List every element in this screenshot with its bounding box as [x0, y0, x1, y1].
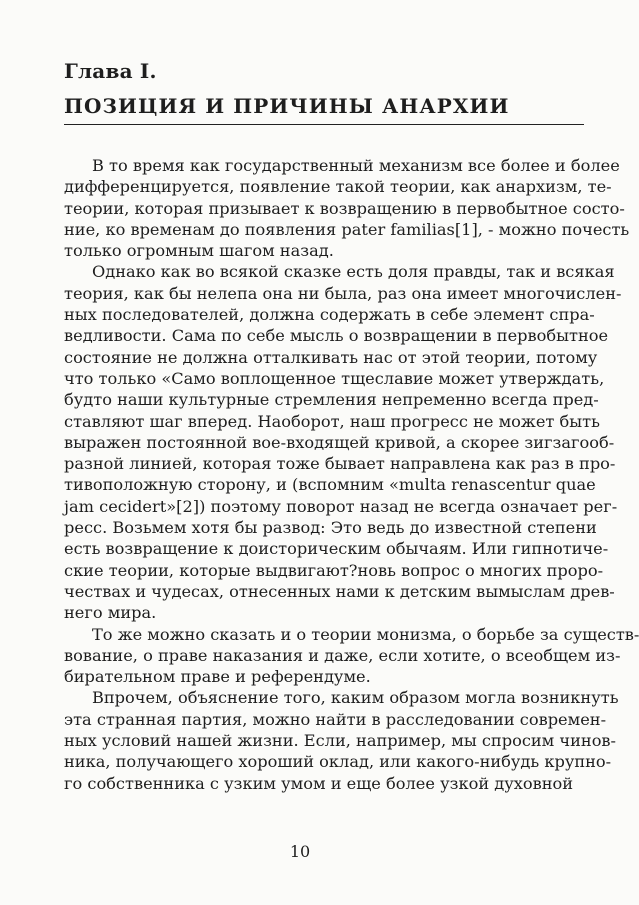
text-line: теории, которая призывает к возвращению в первобытное состо-: [64, 198, 625, 218]
text-line: дифференцируется, появление такой теории, как анархизм, те-: [64, 177, 612, 197]
text-line: ние, ко временам до появления pater familias[1], - можно почесть: [64, 219, 630, 239]
text-line: ские теории, которые выдвигают?новь вопрос о многих проро-: [64, 560, 604, 580]
text-line: Однако как во всякой сказке есть доля правды, так и всякая: [92, 262, 615, 282]
text-line: только огромным шагом назад.: [64, 241, 334, 261]
text-line: эта странная партия, можно найти в расследовании современ-: [64, 709, 607, 729]
text-line: Впрочем, объяснение того, каким образом могла возникнуть: [92, 688, 619, 708]
text-line: ных последователей, должна содержать в себе элемент спра-: [64, 305, 595, 325]
text-line: теория, как бы нелепа она ни была, раз она имеет многочислен-: [64, 283, 622, 303]
text-line: чествах и чудесах, отнесенных нами к детским вымыслам древ-: [64, 581, 615, 601]
page-number: 10: [289, 842, 311, 861]
body-text: [64, 155, 639, 794]
text-line: ведливости. Сама по себе мысль о возвращении в первобытное: [64, 326, 609, 346]
text-line: разной линией, которая тоже бывает направлена как раз в про-: [64, 454, 616, 474]
text-line: ставляют шаг вперед. Наоборот, наш прогресс не может быть: [64, 411, 600, 431]
title-underline: [64, 124, 584, 125]
text-line: выражен постоянной вое-входящей кривой, а скорее зигзагооб-: [64, 432, 615, 452]
chapter-title: ПОЗИЦИЯ И ПРИЧИНЫ АНАРХИИ: [64, 94, 510, 118]
text-line: что только «Само воплощенное тщеславие может утверждать,: [64, 368, 605, 388]
chapter-label: Глава I.: [64, 59, 157, 83]
text-line: В то время как государственный механизм все более и более: [92, 156, 620, 175]
text-line: тивоположную сторону, и (вспомним «multa renascentur quae: [64, 475, 596, 495]
text-line: будто наши культурные стремления непременно всегда пред-: [64, 390, 599, 410]
text-line: jam cecidert»[2]) поэтому поворот назад не всегда означает рег-: [64, 496, 618, 516]
text-line: го собственника с узким умом и еще более узкой духовной: [64, 773, 574, 793]
text-line: ресс. Возьмем хотя бы развод: Это ведь до известной степени: [64, 518, 597, 538]
text-line: состояние не должна отталкивать нас от этой теории, потому: [64, 347, 598, 367]
text-line: есть возвращение к доисторическим обычаям. Или гипнотиче-: [64, 539, 609, 559]
text-line: вование, о праве наказания и даже, если хотите, о всеобщем из-: [64, 645, 621, 665]
text-line: него мира.: [64, 603, 157, 623]
text-line: бирательном праве и референдуме.: [64, 667, 371, 687]
text-line: То же можно сказать и о теории монизма, о борьбе за существ-: [92, 624, 639, 644]
text-line: ника, получающего хороший оклад, или какого-нибудь крупно-: [64, 752, 612, 772]
text-line: ных условий нашей жизни. Если, например, мы спросим чинов-: [64, 731, 617, 751]
